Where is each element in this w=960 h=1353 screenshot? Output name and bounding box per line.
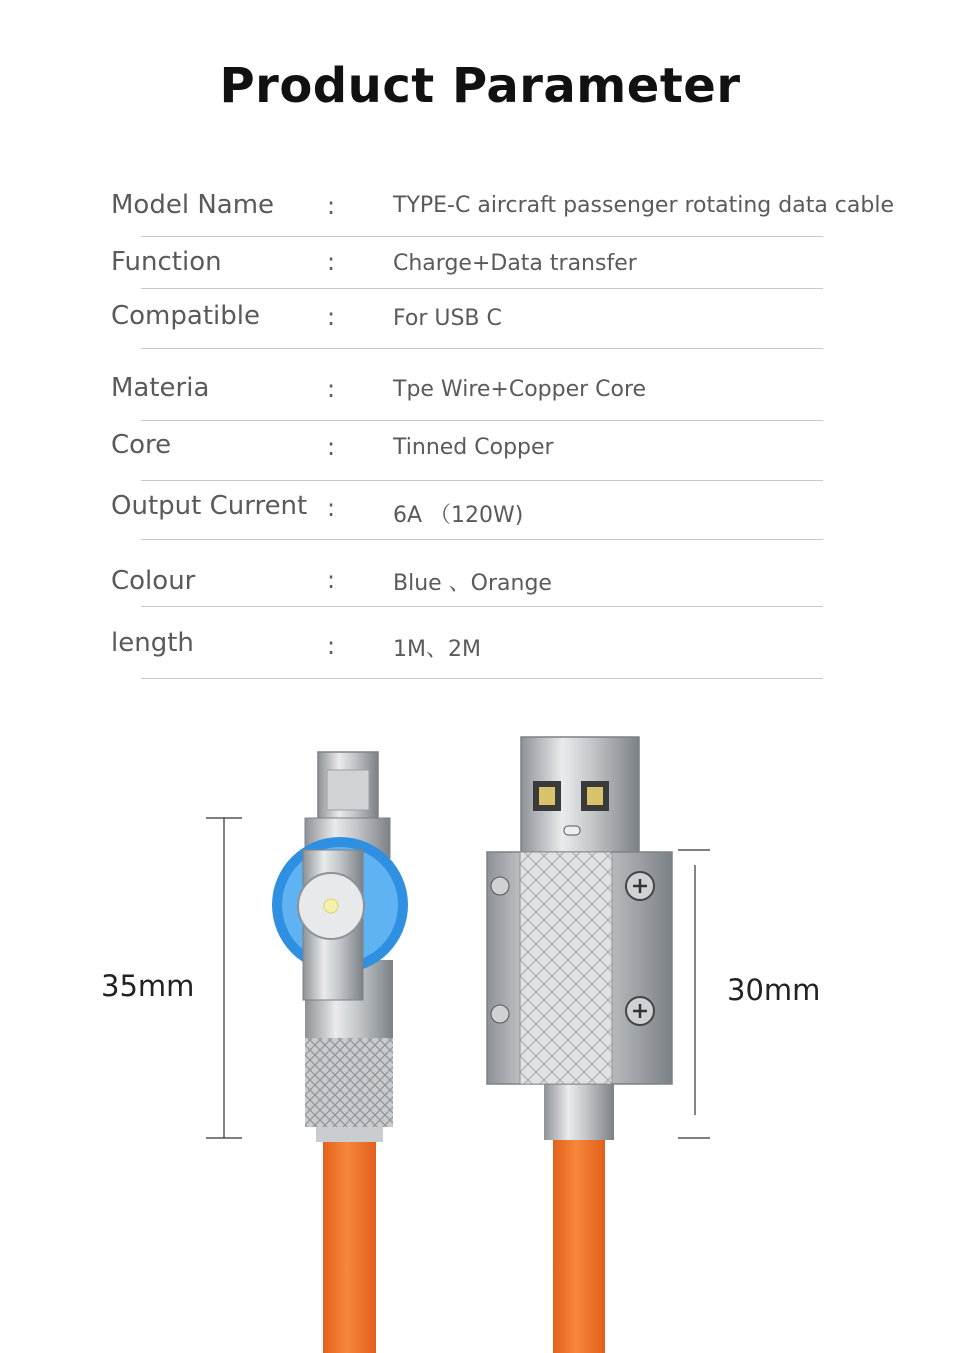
- dimension-label-right: 30mm: [727, 973, 821, 1007]
- spec-value-materia: Tpe Wire+Copper Core: [393, 377, 647, 402]
- spec-label-function: Function: [111, 247, 222, 277]
- spec-label-materia: Materia: [111, 373, 210, 403]
- spec-colon: :: [327, 433, 336, 461]
- spec-label-compatible: Compatible: [111, 301, 260, 331]
- spec-label-colour: Colour: [111, 566, 196, 596]
- spec-value-colour: Blue 、Orange: [393, 571, 552, 596]
- spec-value-function: Charge+Data transfer: [393, 251, 637, 276]
- spec-colon: :: [327, 248, 336, 276]
- spec-value-model-name: TYPE-C aircraft passenger rotating data cable: [393, 193, 894, 218]
- spec-colon: :: [327, 375, 336, 403]
- spec-colon: :: [327, 192, 336, 220]
- left-cable: [323, 1130, 376, 1353]
- spec-label-core: Core: [111, 430, 172, 460]
- page-title: Product Parameter: [219, 58, 741, 114]
- spec-colon: :: [327, 566, 336, 594]
- type-c-connector: [272, 752, 408, 1353]
- screw-icon: [491, 877, 509, 895]
- usb-a-connector: [487, 737, 672, 1353]
- spec-colon: :: [327, 303, 336, 331]
- spec-value-length: 1M、2M: [393, 637, 481, 662]
- spec-label-model-name: Model Name: [111, 190, 275, 220]
- spec-label-output-current: Output Current: [111, 491, 308, 521]
- spec-value-core: Tinned Copper: [393, 435, 554, 460]
- screw-icon: [491, 1005, 509, 1023]
- spec-value-output-current: 6A （120W): [393, 503, 524, 528]
- diamond-grip: [520, 852, 612, 1084]
- spec-colon: :: [327, 632, 336, 660]
- dimension-label-left: 35mm: [101, 969, 195, 1003]
- right-cable: [553, 1130, 605, 1353]
- knurled-grip: [305, 1035, 393, 1127]
- led-icon: [324, 899, 338, 913]
- spec-value-compatible: For USB C: [393, 306, 502, 331]
- spec-colon: :: [327, 494, 336, 522]
- spec-label-length: length: [111, 628, 194, 658]
